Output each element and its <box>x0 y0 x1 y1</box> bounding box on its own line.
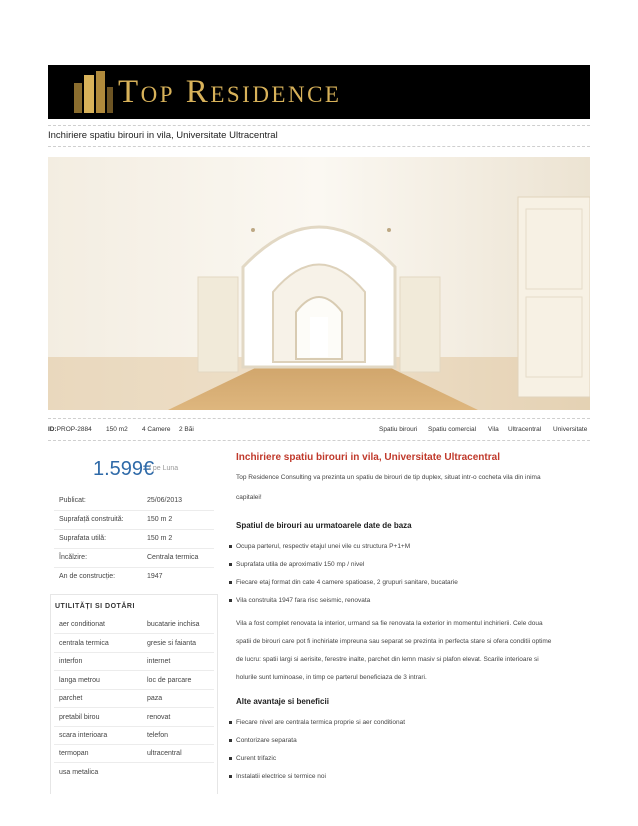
divider <box>48 418 590 419</box>
divider <box>54 726 214 727</box>
divider <box>54 510 214 511</box>
amenity-item: renovat <box>147 714 171 721</box>
amenity-item: usa metalica <box>59 769 99 776</box>
list-item: Suprafata utila de aproximativ 150 mp / nivel <box>229 561 589 568</box>
list-item: Curent trifazic <box>229 755 589 762</box>
amenity-item: paza <box>147 695 163 702</box>
amenities-title: UTILITĂȚI SI DOTĂRI <box>55 603 135 610</box>
spec-label: An de construcție: <box>59 573 116 580</box>
list-item: Vila construita 1947 fara risc seismic, renovata <box>229 597 589 604</box>
brand-name: Top Residence <box>118 74 342 110</box>
brand-banner[interactable] <box>48 65 590 119</box>
property-rooms: 4 Camere <box>142 426 171 433</box>
spec-value: 150 m 2 <box>147 535 173 542</box>
price-period: / pe Luna <box>149 465 179 472</box>
divider <box>54 689 214 690</box>
description-intro: capitalei! <box>236 494 262 501</box>
amenity-item: gresie si faianta <box>147 640 197 647</box>
divider <box>54 707 214 708</box>
divider <box>48 440 590 441</box>
description-paragraph: de lucru: spatii largi si aerisite, ferestre inalte, parchet din lemn masiv si plafon elevat. Scarile interioare si <box>236 656 539 663</box>
amenity-item: interfon <box>59 658 83 665</box>
amenity-item: pretabil birou <box>59 714 100 721</box>
property-meta-bar <box>48 426 590 438</box>
price-amount: 1.599€ <box>93 458 155 480</box>
tag-link[interactable]: Ultracentral <box>508 426 542 433</box>
tag-link[interactable]: Universitate <box>553 426 588 433</box>
spec-value: 25/06/2013 <box>147 497 183 504</box>
description-paragraph: spatii de birouri care pot fi inchiriate impreuna sau separat se prezinta in perfecta stare si ofera conditii optime <box>236 638 552 645</box>
description-paragraph: Vila a fost complet renovata la interior, urmand sa fie renovata la exterior in momentul inchirierii. Cele doua <box>236 620 543 627</box>
amenity-item: centrala termica <box>59 640 109 647</box>
amenity-item: bucatarie inchisa <box>147 621 200 628</box>
list-item: Fiecare nivel are centrala termica proprie si aer conditionat <box>229 719 589 726</box>
amenity-item: termopan <box>59 750 89 757</box>
property-id: ID:PROP-2884 <box>48 426 92 433</box>
amenity-item: aer conditionat <box>59 621 105 628</box>
description-paragraph: holurile sunt luminoase, in timp ce parterul beneficiaza de 3 intrari. <box>236 674 427 681</box>
divider <box>48 125 590 126</box>
amenity-item: telefon <box>147 732 169 739</box>
spec-value: 150 m 2 <box>147 516 173 523</box>
divider <box>54 548 214 549</box>
divider <box>48 146 590 147</box>
tag-link[interactable]: Spatiu comercial <box>428 426 477 433</box>
property-area: 150 m2 <box>106 426 128 433</box>
page-title: Inchiriere spatiu birouri in vila, Universitate Ultracentral <box>48 130 278 141</box>
tag-link[interactable]: Vila <box>488 426 499 433</box>
amenity-item: internet <box>147 658 171 665</box>
description-title: Inchiriere spatiu birouri in vila, Universitate Ultracentral <box>236 452 500 463</box>
amenity-item: loc de parcare <box>147 677 192 684</box>
divider <box>54 744 214 745</box>
list-item: Ocupa parterul, respectiv etajul unei vile cu structura P+1+M <box>229 543 589 550</box>
list-item: Fiecare etaj format din cate 4 camere spatioase, 2 grupuri sanitare, bucatarie <box>229 579 589 586</box>
list-item: Instalatii electrice si termice noi <box>229 773 589 780</box>
spec-label: Suprafata utilă: <box>59 535 107 542</box>
building-logo-icon <box>70 69 116 115</box>
spec-value: 1947 <box>147 573 163 580</box>
divider <box>54 633 214 634</box>
description-intro: Top Residence Consulting va prezinta un spatiu de birouri de tip duplex, situat intr-o cocheta vila din inima <box>236 474 541 481</box>
amenity-item: parchet <box>59 695 83 702</box>
section-heading: Alte avantaje si beneficii <box>236 697 329 706</box>
spec-value: Centrala termica <box>147 554 199 561</box>
spec-label: Suprafață construită: <box>59 516 124 523</box>
spec-label: Publicat: <box>59 497 86 504</box>
section-heading: Spatiul de birouri au urmatoarele date de baza <box>236 521 412 530</box>
tag-link[interactable]: Spatiu birouri <box>379 426 418 433</box>
amenity-item: langa metrou <box>59 677 100 684</box>
divider <box>54 567 214 568</box>
property-baths: 2 Bãi <box>179 426 194 433</box>
hallway-photo-image <box>48 157 590 410</box>
divider <box>54 529 214 530</box>
property-photo[interactable] <box>48 157 590 410</box>
amenity-item: scara interioara <box>59 732 108 739</box>
divider <box>54 652 214 653</box>
divider <box>54 670 214 671</box>
list-item: Contorizare separata <box>229 737 589 744</box>
spec-label: Încălzire: <box>59 554 88 561</box>
divider <box>54 762 214 763</box>
amenity-item: ultracentral <box>147 750 182 757</box>
